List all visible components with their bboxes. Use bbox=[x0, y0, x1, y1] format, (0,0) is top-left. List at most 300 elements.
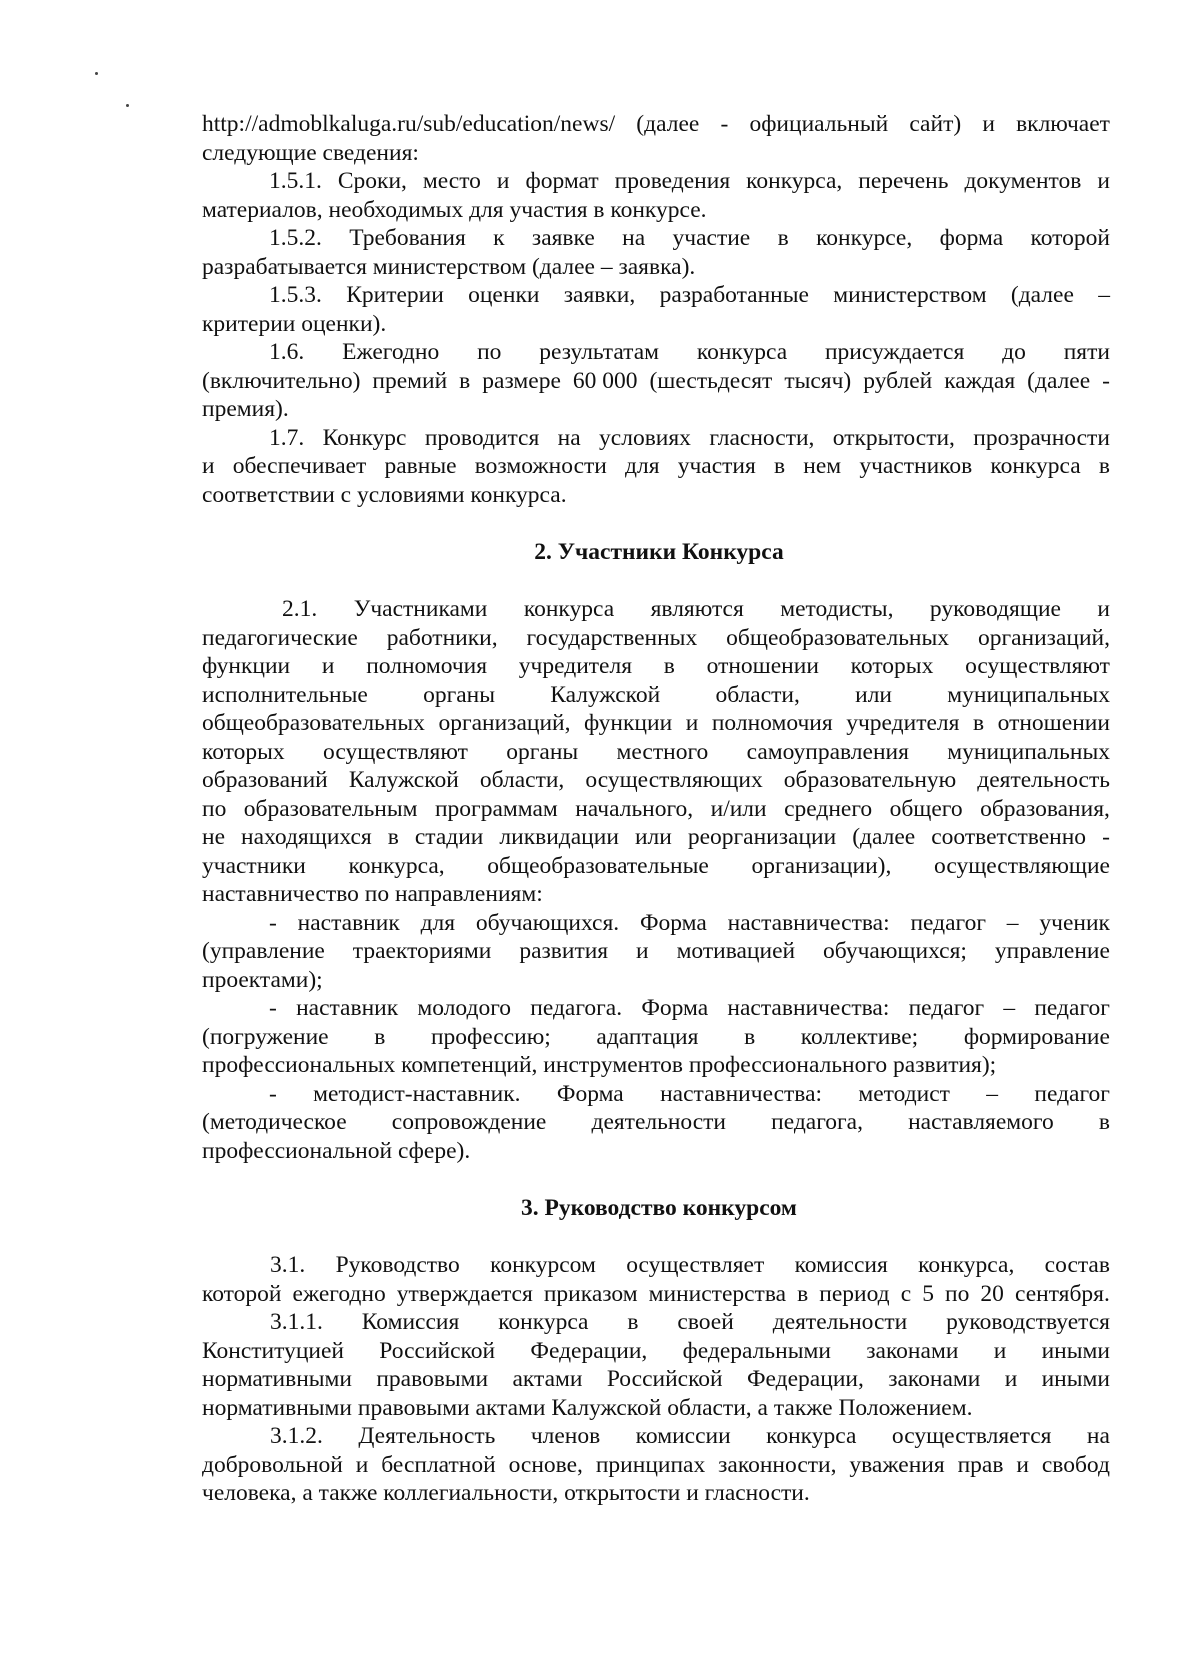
word: соответственно bbox=[931, 824, 1087, 850]
word: осуществляющие bbox=[933, 852, 1110, 879]
word: траекториями bbox=[352, 938, 492, 964]
word: функции bbox=[202, 653, 291, 679]
text-line bbox=[202, 1365, 1110, 1394]
word: организации), bbox=[751, 852, 892, 879]
word: официальный bbox=[749, 111, 889, 137]
word: (управление bbox=[202, 938, 325, 964]
spacer bbox=[202, 1165, 1110, 1193]
word: проведения bbox=[614, 168, 731, 194]
word: Форма bbox=[639, 909, 707, 936]
word: в bbox=[773, 453, 786, 479]
word: стадии bbox=[414, 824, 484, 850]
word: педагог bbox=[1034, 995, 1110, 1021]
word: конкурса bbox=[498, 1309, 589, 1335]
word: Федерации, bbox=[530, 1337, 648, 1364]
word: методист bbox=[858, 1080, 950, 1107]
text-line bbox=[202, 624, 1110, 653]
text-line bbox=[202, 652, 1110, 681]
text-line bbox=[202, 595, 1110, 624]
word: и bbox=[496, 168, 510, 194]
word: 3.1.2. bbox=[270, 1423, 323, 1449]
word: образовательную bbox=[783, 767, 957, 793]
word: добровольной bbox=[202, 1451, 343, 1478]
word: 3.1. bbox=[270, 1252, 306, 1278]
word: Критерии bbox=[346, 282, 444, 308]
text-line bbox=[202, 110, 1110, 139]
word: в bbox=[374, 1023, 386, 1050]
word: уважения bbox=[849, 1451, 945, 1478]
text-line bbox=[202, 1280, 1110, 1309]
text-line bbox=[202, 310, 1110, 339]
word: на bbox=[557, 424, 581, 451]
word: следующие сведения: bbox=[202, 139, 419, 166]
word: - bbox=[269, 909, 277, 936]
word: сайт) bbox=[909, 111, 962, 137]
word: (далее bbox=[1010, 282, 1074, 308]
word: состав bbox=[1044, 1252, 1110, 1278]
word: приказом bbox=[543, 1280, 638, 1307]
word: законами bbox=[866, 1337, 959, 1364]
word: (методическое bbox=[202, 1109, 347, 1135]
text-line bbox=[202, 481, 1110, 510]
text-line bbox=[202, 395, 1110, 424]
word: Форма bbox=[641, 995, 709, 1021]
word: деятельности bbox=[591, 1109, 727, 1135]
word: условиях bbox=[599, 424, 691, 451]
word: иными bbox=[1041, 1337, 1110, 1364]
word: (шестьдесят bbox=[649, 367, 773, 394]
word: участники bbox=[202, 852, 306, 879]
text-line bbox=[202, 880, 1110, 909]
word: материалов, необходимых для участия в конкурсе. bbox=[202, 196, 707, 223]
word: оценки bbox=[468, 282, 540, 308]
word: исполнительные bbox=[202, 681, 368, 708]
scan-speck bbox=[126, 104, 129, 107]
word: местного bbox=[616, 738, 709, 765]
word: муниципальных bbox=[947, 681, 1110, 708]
word: образовательным bbox=[243, 795, 418, 822]
word: перечень bbox=[858, 168, 949, 194]
word: общего bbox=[889, 795, 963, 822]
word: конкурсе, bbox=[816, 225, 913, 251]
word: осуществляющих bbox=[585, 767, 763, 793]
word: комиссии bbox=[635, 1423, 731, 1449]
word: руководящие bbox=[929, 596, 1061, 622]
word: своей bbox=[677, 1309, 734, 1335]
word: Калужской bbox=[348, 767, 459, 793]
word: в bbox=[1098, 1109, 1110, 1135]
word: наставничества: bbox=[727, 995, 890, 1021]
word: до bbox=[1002, 339, 1026, 365]
word: в bbox=[459, 367, 471, 394]
word: ежегодно bbox=[292, 1280, 386, 1307]
word: или bbox=[634, 824, 672, 850]
word: Руководство bbox=[335, 1252, 460, 1278]
word: Конкурс bbox=[322, 424, 407, 451]
word: полномочия bbox=[711, 710, 833, 736]
word: педагог bbox=[910, 909, 986, 936]
text-line bbox=[202, 1108, 1110, 1137]
word: методисты, bbox=[780, 596, 894, 622]
word: Деятельность bbox=[358, 1423, 496, 1449]
word: прав bbox=[957, 1451, 1004, 1478]
text-line bbox=[202, 966, 1110, 995]
word: профессию; bbox=[430, 1023, 551, 1050]
word: коллективе; bbox=[800, 1023, 919, 1050]
word: 2.1. bbox=[282, 596, 318, 622]
word: для bbox=[420, 909, 456, 936]
word: конкурса bbox=[766, 1423, 857, 1449]
text-line bbox=[202, 738, 1110, 767]
word: мотивацией bbox=[676, 938, 796, 964]
text-line bbox=[202, 1251, 1110, 1280]
word: - bbox=[1102, 367, 1110, 394]
text-line bbox=[202, 1137, 1110, 1166]
word: и bbox=[1097, 596, 1110, 622]
text-line bbox=[202, 338, 1110, 367]
word: наставничество по направлениям: bbox=[202, 881, 543, 907]
document-body bbox=[202, 110, 1110, 1508]
word: ученик bbox=[1039, 909, 1110, 936]
word: и bbox=[982, 111, 995, 137]
word: обучающихся. bbox=[475, 909, 620, 936]
text-line bbox=[202, 1394, 1110, 1423]
word: которой bbox=[202, 1280, 282, 1307]
text-line bbox=[202, 1451, 1110, 1480]
word: прозрачности bbox=[973, 424, 1110, 451]
word: и bbox=[993, 1337, 1007, 1364]
text-line bbox=[202, 1051, 1110, 1080]
word: форма bbox=[939, 225, 1004, 251]
word: осуществляют bbox=[323, 738, 468, 765]
word: обучающихся; bbox=[823, 938, 967, 964]
word: полномочия bbox=[366, 653, 488, 679]
word: которых bbox=[850, 653, 934, 679]
word: которых bbox=[202, 738, 285, 765]
word: законами bbox=[888, 1366, 981, 1392]
word: бесплатной bbox=[381, 1451, 496, 1478]
word: в bbox=[1098, 453, 1110, 479]
word: в bbox=[972, 710, 985, 736]
word: федеральными bbox=[682, 1337, 831, 1364]
text-line bbox=[202, 281, 1110, 310]
word: общеобразовательные bbox=[487, 852, 709, 879]
word: – bbox=[1098, 282, 1110, 308]
word: результатам bbox=[539, 339, 659, 365]
word: 5 bbox=[922, 1280, 934, 1307]
word: министерства bbox=[648, 1280, 787, 1307]
word: Калужской bbox=[550, 681, 661, 708]
text-line bbox=[202, 1023, 1110, 1052]
word: или bbox=[855, 681, 893, 708]
text-line bbox=[202, 909, 1110, 938]
word: возможности bbox=[474, 453, 607, 479]
word: конкурса bbox=[696, 339, 788, 365]
word: являются bbox=[650, 596, 744, 622]
word: и bbox=[321, 653, 335, 679]
text-line bbox=[202, 1337, 1110, 1366]
word: Комиссия bbox=[361, 1309, 460, 1335]
word: участие bbox=[672, 225, 751, 251]
word: начального, bbox=[575, 795, 694, 822]
word: по bbox=[477, 339, 502, 365]
word: 1.6. bbox=[269, 339, 305, 365]
word: рублей bbox=[863, 367, 933, 394]
word: методист-наставник. bbox=[313, 1080, 521, 1107]
word: http://admoblkaluga.ru/sub/education/news/ bbox=[202, 111, 616, 137]
word: в bbox=[777, 225, 789, 251]
word: законности, bbox=[718, 1451, 837, 1478]
word: проводится bbox=[424, 424, 540, 451]
word: 1.5.3. bbox=[269, 282, 322, 308]
word: наставничества: bbox=[660, 1080, 823, 1107]
word: муниципальных bbox=[947, 738, 1110, 765]
word: и bbox=[202, 453, 215, 479]
word: Сроки, bbox=[337, 168, 407, 194]
word: (включительно) bbox=[202, 367, 361, 394]
text-line bbox=[202, 766, 1110, 795]
word: отношении bbox=[997, 710, 1110, 736]
word: и bbox=[355, 1451, 369, 1478]
text-line bbox=[202, 709, 1110, 738]
word: - bbox=[269, 995, 277, 1021]
text-line bbox=[202, 823, 1110, 852]
word: на bbox=[622, 225, 646, 251]
word: 1.5.1. bbox=[269, 168, 322, 194]
word: конкурса, bbox=[746, 168, 843, 194]
word: наставничества: bbox=[727, 909, 890, 936]
word: иными bbox=[1041, 1366, 1110, 1392]
word: и bbox=[1016, 1451, 1029, 1478]
word: Российской bbox=[379, 1337, 496, 1364]
word: человека, а также коллегиальности, открытости и гласности. bbox=[202, 1480, 810, 1506]
word: тысяч) bbox=[784, 367, 852, 394]
word: правовыми bbox=[376, 1366, 489, 1392]
word: ликвидации bbox=[499, 824, 619, 850]
text-line bbox=[202, 1479, 1110, 1508]
word: органы bbox=[506, 738, 579, 765]
word: образования, bbox=[980, 795, 1110, 822]
word: по bbox=[202, 795, 227, 822]
word: сопровождение bbox=[391, 1109, 547, 1135]
word: учредителя bbox=[518, 653, 633, 679]
word: в bbox=[744, 1023, 756, 1050]
scan-speck bbox=[95, 72, 98, 75]
word: молодого bbox=[417, 995, 512, 1021]
word: проектами); bbox=[202, 966, 323, 993]
word: Участниками bbox=[353, 596, 488, 622]
word: функции bbox=[584, 710, 673, 736]
word: конкурсом bbox=[490, 1252, 596, 1278]
text-line bbox=[202, 1080, 1110, 1109]
word: учредителя bbox=[846, 710, 960, 736]
word: работники, bbox=[386, 624, 498, 651]
word: конкурса, bbox=[348, 852, 445, 879]
word: конкурса, bbox=[918, 1252, 1015, 1278]
word: педагог bbox=[1034, 1080, 1110, 1107]
word: актами bbox=[512, 1366, 583, 1392]
word: формат bbox=[525, 168, 599, 194]
word: наставляемого bbox=[908, 1109, 1054, 1135]
word: области, bbox=[479, 767, 565, 793]
word: которой bbox=[1030, 225, 1110, 251]
word: нормативными правовыми актами Калужской области, а также Положением. bbox=[202, 1394, 973, 1421]
word: 3.1.1. bbox=[270, 1309, 323, 1335]
word: участников bbox=[859, 453, 973, 479]
word: образований bbox=[202, 767, 328, 793]
word: соответствии с условиями конкурса. bbox=[202, 481, 567, 508]
word: и bbox=[1097, 168, 1110, 194]
word: профессиональной сфере). bbox=[202, 1137, 471, 1164]
word: разработанные bbox=[659, 282, 809, 308]
word: комиссия bbox=[794, 1252, 888, 1278]
word: период bbox=[819, 1280, 890, 1307]
word: (далее bbox=[636, 111, 700, 137]
text-line bbox=[202, 1308, 1110, 1337]
word: каждая bbox=[944, 367, 1016, 394]
word: документов bbox=[964, 168, 1082, 194]
section-heading: 2. Участники Конкурса bbox=[534, 539, 784, 565]
word: утверждается bbox=[396, 1280, 533, 1307]
word: Требования bbox=[349, 225, 466, 251]
word: обеспечивает bbox=[232, 453, 367, 479]
word: премия). bbox=[202, 396, 289, 422]
word: и bbox=[1004, 1366, 1018, 1392]
word: – bbox=[986, 1080, 999, 1107]
word: заявки, bbox=[563, 282, 636, 308]
word: - bbox=[720, 111, 729, 137]
word: сентября. bbox=[1014, 1280, 1110, 1307]
word: - bbox=[1102, 824, 1110, 850]
word: осуществляется bbox=[891, 1423, 1052, 1449]
word: с bbox=[900, 1280, 912, 1307]
word: и bbox=[685, 710, 699, 736]
word: наставник bbox=[297, 909, 400, 936]
word: осуществляют bbox=[965, 653, 1110, 679]
word: гласности, bbox=[709, 424, 815, 451]
section-heading: 3. Руководство конкурсом bbox=[521, 1195, 797, 1221]
word: конкурса bbox=[523, 596, 615, 622]
word: программам bbox=[434, 795, 558, 822]
word: и/или bbox=[710, 795, 767, 822]
word: формирование bbox=[963, 1023, 1110, 1050]
word: открытости, bbox=[832, 424, 955, 451]
word: основе, bbox=[508, 1451, 583, 1478]
word: разрабатывается министерством (далее – заявка). bbox=[202, 253, 696, 280]
word: профессиональных компетенций, инструментов профессионального развития); bbox=[202, 1052, 997, 1078]
word: министерством bbox=[833, 282, 987, 308]
text-line bbox=[202, 196, 1110, 225]
word: (далее bbox=[852, 824, 916, 850]
word: 1.7. bbox=[269, 424, 305, 451]
text-line bbox=[202, 1422, 1110, 1451]
word: общеобразовательных bbox=[202, 710, 425, 736]
word: Федерации, bbox=[746, 1366, 864, 1392]
word: организаций, bbox=[977, 624, 1110, 651]
word: в bbox=[797, 1280, 809, 1307]
word: деятельность bbox=[977, 767, 1110, 793]
word: – bbox=[1003, 995, 1016, 1021]
text-line bbox=[202, 253, 1110, 282]
text-line bbox=[202, 681, 1110, 710]
word: членов bbox=[530, 1423, 601, 1449]
word: общеобразовательных bbox=[726, 624, 950, 651]
text-line bbox=[202, 167, 1110, 196]
word: педагог bbox=[908, 995, 985, 1021]
text-line bbox=[202, 937, 1110, 966]
text-line bbox=[202, 795, 1110, 824]
word: руководствуется bbox=[946, 1309, 1110, 1335]
word: для bbox=[625, 453, 660, 479]
word: находящихся bbox=[241, 824, 372, 850]
word: организаций, bbox=[438, 710, 571, 736]
word: развития bbox=[519, 938, 609, 964]
word: критерии оценки). bbox=[202, 310, 387, 337]
text-line bbox=[202, 139, 1110, 168]
word: области, bbox=[715, 681, 800, 708]
word: на bbox=[1086, 1423, 1110, 1449]
word: по bbox=[945, 1280, 970, 1307]
word: 20 bbox=[980, 1280, 1004, 1307]
word: свобод bbox=[1041, 1451, 1110, 1478]
word: педагога. bbox=[530, 995, 623, 1021]
word: 1.5.2. bbox=[269, 225, 322, 251]
word: среднего bbox=[784, 795, 873, 822]
word: и bbox=[636, 938, 649, 964]
word: педагогические bbox=[202, 624, 358, 651]
word: самоуправления bbox=[746, 738, 909, 765]
text-line bbox=[202, 424, 1110, 453]
spacer bbox=[202, 1223, 1110, 1251]
word: место bbox=[422, 168, 481, 194]
word: размере bbox=[482, 367, 561, 394]
word: органы bbox=[423, 681, 496, 708]
word: – bbox=[1006, 909, 1019, 936]
word: к bbox=[493, 225, 505, 251]
word: (погружение bbox=[202, 1023, 329, 1050]
spacer bbox=[202, 509, 1110, 537]
word: присуждается bbox=[824, 339, 965, 365]
word: отношении bbox=[706, 653, 819, 679]
word: в bbox=[627, 1309, 639, 1335]
word: конкурса bbox=[990, 453, 1081, 479]
text-line bbox=[202, 994, 1110, 1023]
word: принципах bbox=[595, 1451, 706, 1478]
word: деятельности bbox=[772, 1309, 908, 1335]
word: - bbox=[269, 1080, 277, 1107]
word: в bbox=[663, 653, 675, 679]
word: педагога, bbox=[771, 1109, 863, 1135]
spacer bbox=[202, 567, 1110, 595]
word: премий bbox=[372, 367, 448, 394]
word: реорганизации bbox=[687, 824, 837, 850]
word: адаптация bbox=[596, 1023, 699, 1050]
word: Российской bbox=[606, 1366, 723, 1392]
word: Конституцией bbox=[202, 1337, 344, 1364]
word: 60 000 bbox=[572, 367, 638, 394]
word: нем bbox=[803, 453, 842, 479]
word: равные bbox=[384, 453, 457, 479]
word: управление bbox=[994, 938, 1110, 964]
word: пяти bbox=[1063, 339, 1110, 365]
text-line bbox=[202, 852, 1110, 881]
word: заявке bbox=[531, 225, 595, 251]
text-line bbox=[202, 452, 1110, 481]
text-line bbox=[202, 367, 1110, 396]
word: Ежегодно bbox=[342, 339, 440, 365]
word: (далее bbox=[1027, 367, 1091, 394]
word: наставник bbox=[296, 995, 399, 1021]
